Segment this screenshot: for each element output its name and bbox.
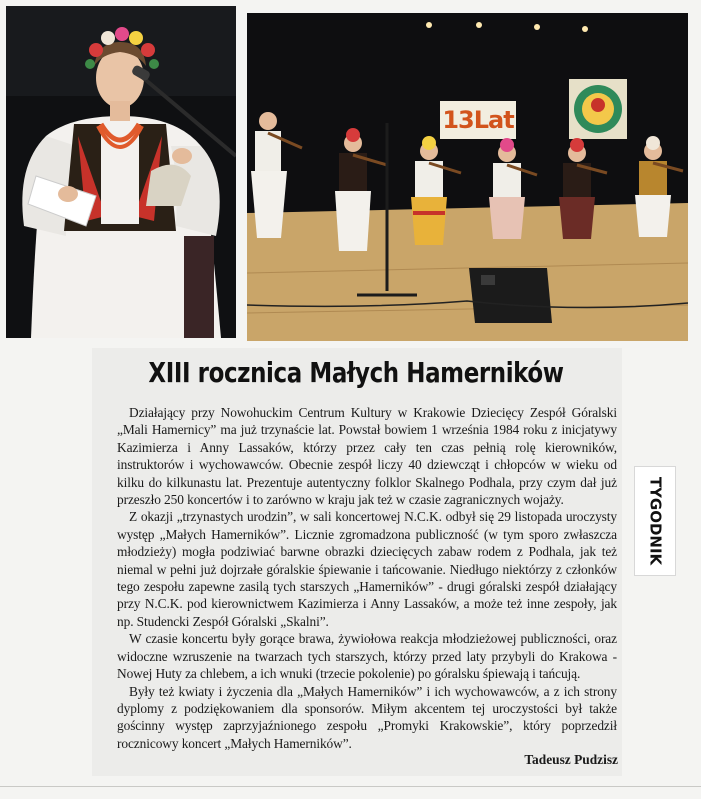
paragraph-4: Były też kwiaty i życzenia dla „Małych Hamerników” i ich wychowawców, a z ich strony dyplomy z podziękowaniem dla sponsorów. Miłym akcentem tej uroczystości był także gościnny występ zaprzyjaźnionego zespołu „Promyki Krakowskie”, który poprzedził rocznicowy koncert „Małych Hamerników”. bbox=[117, 683, 617, 751]
logo-text: TYGODNIK bbox=[646, 476, 665, 566]
article-author: Tadeusz Pudzisz bbox=[524, 752, 618, 767]
paragraph-3: W czasie koncertu były gorące brawa, żywiołowa reakcja młodzieżowej publiczności, oraz widoczne wzruszenie na twarzach tych starszych, którzy przed laty przybyli do Krakowa - Nowej Huty za chlebem, a ich wnuki (trzecie pokolenie) po góralsku śpiewają i tańcują. bbox=[117, 631, 617, 682]
photo-stage bbox=[247, 13, 688, 341]
photo-singer bbox=[6, 6, 236, 338]
bottom-divider bbox=[0, 786, 701, 787]
paragraph-2: Z okazji „trzynastych urodzin”, w sali koncertowej N.C.K. odbył się 29 listopada uroczysty występ „Małych Hamerników”. Licznie zgromadzona publiczność (w tym sporo zwłaszcza młodzieży) mogła podziwiać barwne obrazki dziecięcych zabaw rodem z Podhala, jak też niemal w pełni już dojrzałe góralskie śpiewanie i tańcowanie. Niedługo niektórzy z członków tego zespołu zapewne zasilą tych starszych „Hamerników” - drugi góralski zespół działający przy N.C.K. pod kierownictwem Kazimierza i Anny Lassaków, a może też inne zespoły, jak np. Studencki Zespół Góralski „Skalni”. bbox=[117, 509, 617, 629]
stage-banner: 13Lat bbox=[442, 106, 514, 134]
tygodnik-logo bbox=[634, 466, 676, 576]
paragraph-1: Działający przy Nowohuckim Centrum Kultury w Krakowie Dziecięcy Zespół Góralski „Mali Hamernicy” ma już trzynaście lat. Powstał bowiem 1 września 1984 roku z inicjatywy Kazimierza i Anny Lassaków, którzy przez cały ten czas pełnią rolę kierowników, instruktorów i wychowawców. Obecnie zespół liczy 40 dziewcząt i chłopców w wieku od kilku do kilkunastu lat. Prezentuje autentyczny folklor Skalnego Podhala, przy czym dał już przeszło 250 koncertów i to zarówno w kraju jak też w czasie zagranicznych wojaży. bbox=[117, 405, 617, 508]
article-body bbox=[117, 404, 617, 752]
article-headline: XIII rocznica Małych Hamerników bbox=[148, 356, 564, 389]
